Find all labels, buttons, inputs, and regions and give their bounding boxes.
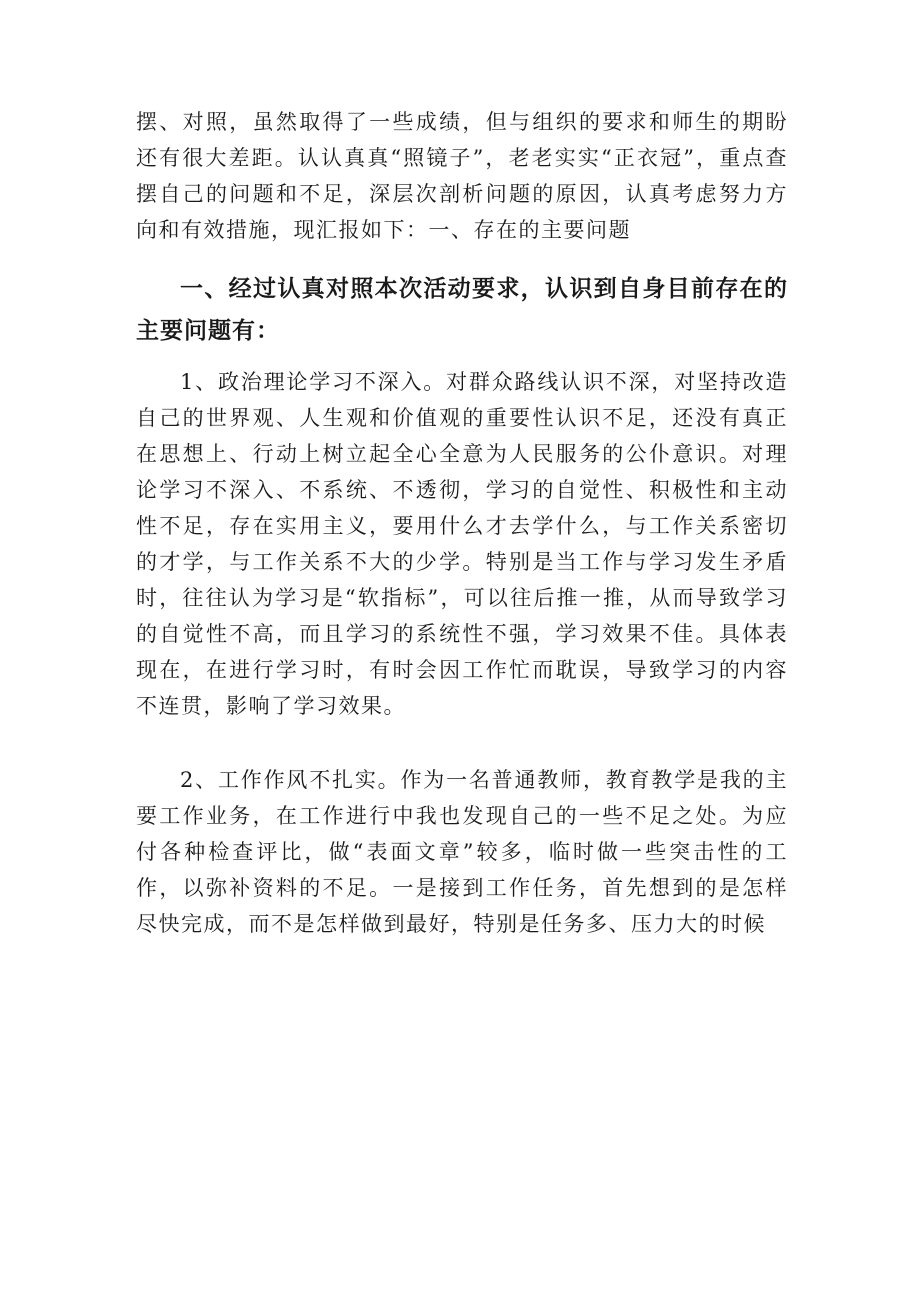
section-heading: 一、经过认真对照本次活动要求，认识到自身目前存在的主要问题有： (136, 276, 788, 344)
document-body (136, 104, 788, 942)
intro-paragraph: 摆、对照，虽然取得了一些成绩，但与组织的要求和师生的期盼还有很大差距。认认真真“照镜子”，老老实实“正衣冠”，重点查摆自己的问题和不足，深层次剖析问题的原因，认真考虑努力方向和有效措施，现汇报如下：一、存在的主要问题 (136, 110, 788, 242)
item-1-paragraph: 1、政治理论学习不深入。对群众路线认识不深，对坚持改造自己的世界观、人生观和价值观的重要性认识不足，还没有真正在思想上、行动上树立起全心全意为人民服务的公仆意识。对理论学习不深入、不系统、不透彻，学习的自觉性、积极性和主动性不足，存在实用主义，要用什么才去学什么，与工作关系密切的才学，与工作关系不大的少学。特别是当工作与学习发生矛盾时，往往认为学习是“软指标”，可以往后推一推，从而导致学习的自觉性不高，而且学习的系统性不强，学习效果不佳。具体表现在，在进行学习时，有时会因工作忙而耽误，导致学习的内容不连贯，影响了学习效果。 (136, 370, 788, 718)
item-2-paragraph: 2、工作作风不扎实。作为一名普通教师，教育教学是我的主要工作业务，在工作进行中我也发现自己的一些不足之处。为应付各种检查评比，做“表面文章”较多，临时做一些突击性的工作，以弥补资料的不足。一是接到工作任务，首先想到的是怎样尽快完成，而不是怎样做到最好，特别是任务多、压力大的时候 (136, 768, 788, 936)
